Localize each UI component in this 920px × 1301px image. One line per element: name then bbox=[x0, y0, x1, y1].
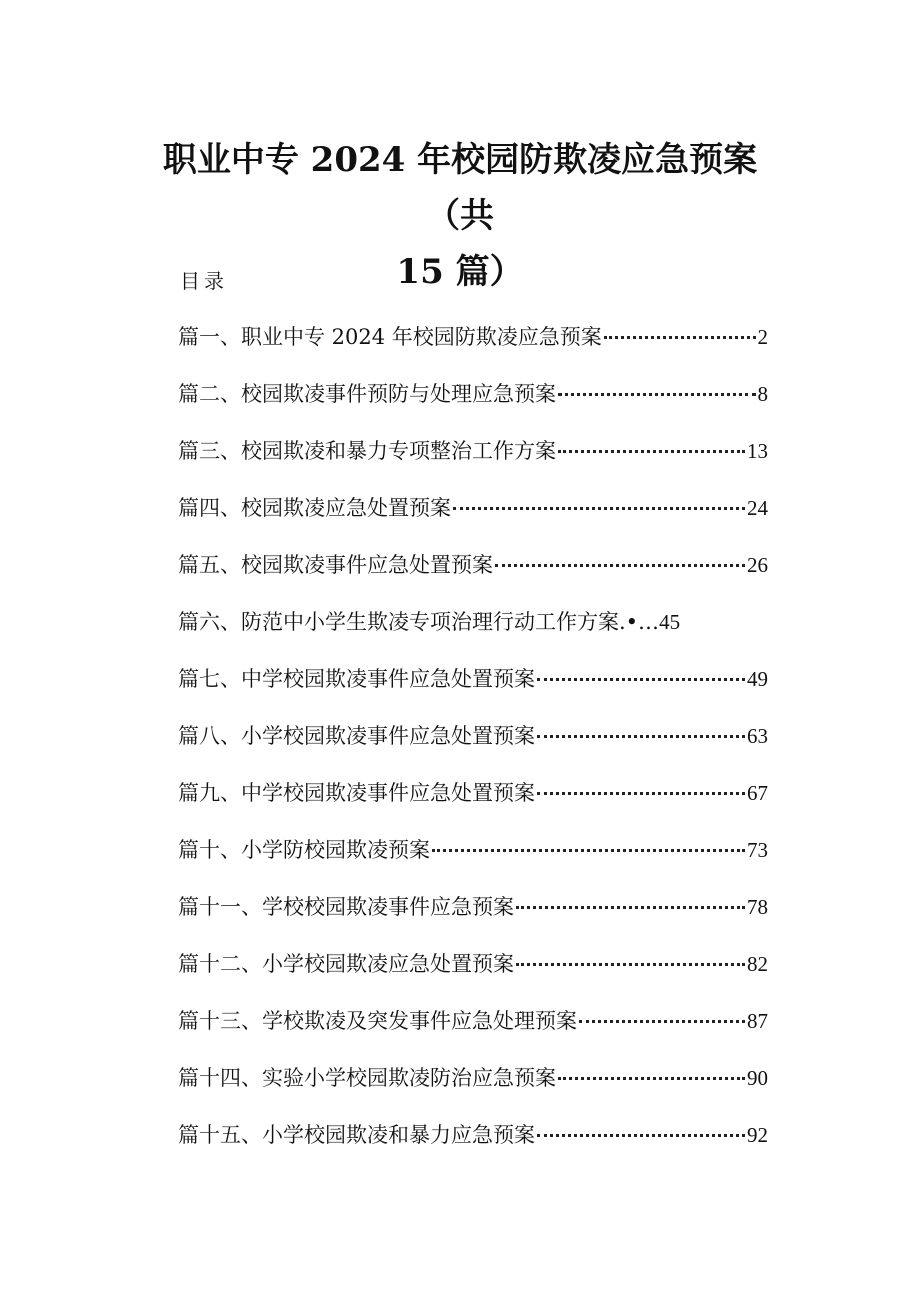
toc-entry-label: 篇五、校园欺凌事件应急处置预案 bbox=[178, 553, 493, 577]
toc-entry-6[interactable] bbox=[178, 604, 768, 661]
toc-entry-8[interactable] bbox=[178, 718, 768, 775]
toc-entry-label: 篇七、中学校园欺凌事件应急处置预案 bbox=[178, 667, 535, 691]
toc-entry-9[interactable] bbox=[178, 775, 768, 832]
toc-entry-page: 49 bbox=[747, 667, 768, 691]
table-of-contents bbox=[178, 319, 768, 1174]
toc-entry-page: 78 bbox=[747, 895, 768, 919]
toc-entry-page: 26 bbox=[747, 553, 768, 577]
toc-entry-label: 篇一、职业中专 2024 年校园防欺凌应急预案 bbox=[178, 325, 602, 349]
toc-entry-14[interactable] bbox=[178, 1060, 768, 1117]
toc-leader-dots bbox=[516, 963, 745, 966]
toc-entry-11[interactable] bbox=[178, 889, 768, 946]
toc-entry-label: 篇十、小学防校园欺凌预案 bbox=[178, 838, 430, 862]
toc-entry-page: 92 bbox=[747, 1123, 768, 1147]
title-line-2: 15 篇） bbox=[396, 252, 524, 292]
toc-entry-5[interactable] bbox=[178, 547, 768, 604]
toc-entry-label: 篇六、防范中小学生欺凌专项治理行动工作方案.•… bbox=[178, 610, 660, 634]
toc-entry-3[interactable] bbox=[178, 433, 768, 490]
toc-leader-dots bbox=[537, 678, 745, 681]
toc-entry-label: 篇十四、实验小学校园欺凌防治应急预案 bbox=[178, 1066, 556, 1090]
toc-leader-dots bbox=[537, 792, 745, 795]
toc-entry-2[interactable] bbox=[178, 376, 768, 433]
toc-entry-label: 篇八、小学校园欺凌事件应急处置预案 bbox=[178, 724, 535, 748]
toc-entry-label: 篇九、中学校园欺凌事件应急处置预案 bbox=[178, 781, 535, 805]
toc-leader-dots bbox=[558, 393, 756, 396]
toc-entry-label: 篇十三、学校欺凌及突发事件应急处理预案 bbox=[178, 1009, 577, 1033]
toc-entry-4[interactable] bbox=[178, 490, 768, 547]
toc-leader-dots bbox=[604, 336, 756, 339]
toc-entry-10[interactable] bbox=[178, 832, 768, 889]
toc-entry-label: 篇十一、学校校园欺凌事件应急预案 bbox=[178, 895, 514, 919]
toc-leader-dots bbox=[432, 849, 745, 852]
toc-leader-dots bbox=[495, 564, 745, 567]
title-line-1: 职业中专 2024 年校园防欺凌应急预案（共 bbox=[162, 140, 758, 236]
toc-leader-dots bbox=[558, 1077, 745, 1080]
toc-entry-label: 篇四、校园欺凌应急处置预案 bbox=[178, 496, 451, 520]
toc-leader-dots bbox=[537, 735, 745, 738]
toc-entry-page: 67 bbox=[747, 781, 768, 805]
toc-entry-page: 8 bbox=[757, 382, 768, 406]
toc-entry-15[interactable] bbox=[178, 1117, 768, 1174]
toc-leader-dots bbox=[516, 906, 745, 909]
toc-entry-page: 63 bbox=[747, 724, 768, 748]
toc-entry-page: 24 bbox=[747, 496, 768, 520]
toc-entry-page: 87 bbox=[747, 1009, 768, 1033]
toc-entry-label: 篇三、校园欺凌和暴力专项整治工作方案 bbox=[178, 439, 556, 463]
toc-entry-page: 45 bbox=[659, 610, 681, 634]
toc-entry-1[interactable] bbox=[178, 319, 768, 376]
toc-entry-label: 篇十五、小学校园欺凌和暴力应急预案 bbox=[178, 1123, 535, 1147]
toc-entry-page: 90 bbox=[747, 1066, 768, 1090]
toc-entry-7[interactable] bbox=[178, 661, 768, 718]
toc-leader-dots bbox=[537, 1134, 745, 1137]
toc-leader-dots bbox=[579, 1020, 745, 1023]
toc-leader-dots bbox=[453, 507, 745, 510]
toc-entry-page: 13 bbox=[747, 439, 768, 463]
toc-leader-dots bbox=[558, 450, 745, 453]
toc-entry-13[interactable] bbox=[178, 1003, 768, 1060]
toc-entry-label: 篇十二、小学校园欺凌应急处置预案 bbox=[178, 952, 514, 976]
toc-entry-12[interactable] bbox=[178, 946, 768, 1003]
toc-entry-label: 篇二、校园欺凌事件预防与处理应急预案 bbox=[178, 382, 556, 406]
toc-entry-page: 82 bbox=[747, 952, 768, 976]
toc-heading: 目录 bbox=[180, 269, 228, 293]
toc-entry-page: 73 bbox=[747, 838, 768, 862]
document-title bbox=[140, 132, 780, 300]
toc-entry-page: 2 bbox=[757, 325, 768, 349]
